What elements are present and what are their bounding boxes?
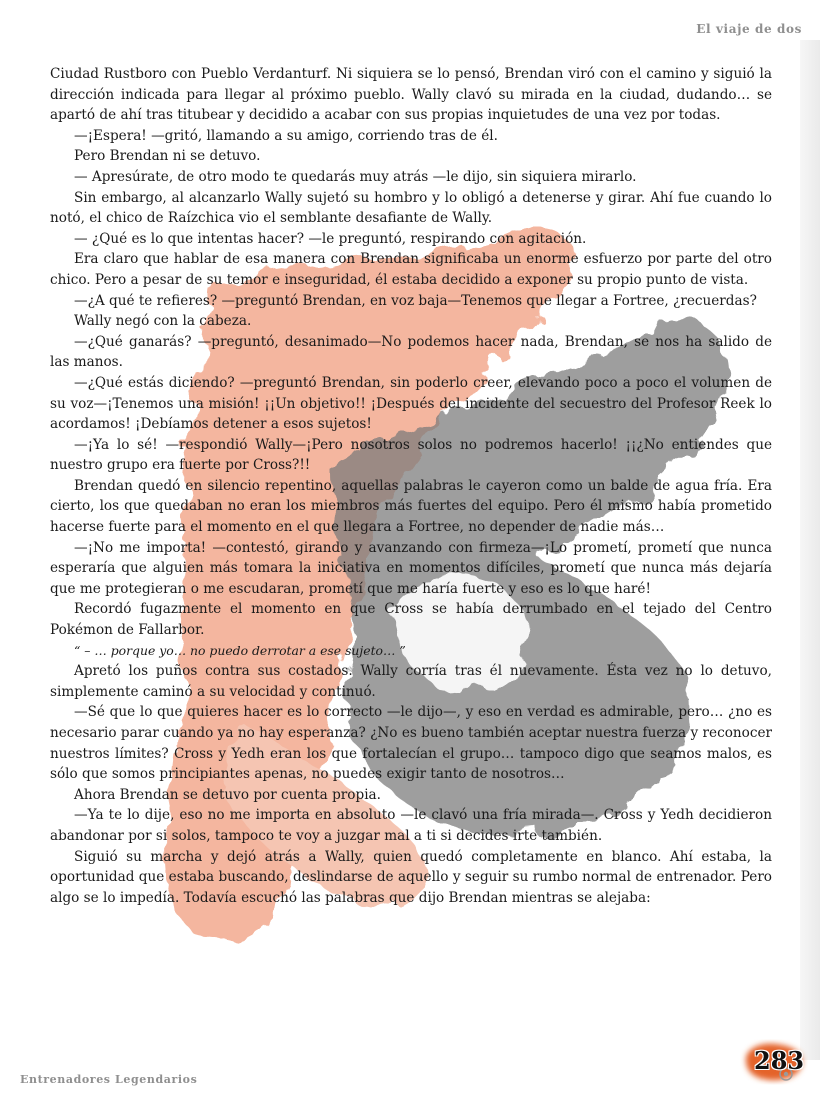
paragraph: Brendan quedó en silencio repentino, aquellas palabras le cayeron como un balde de agua fría. Era cierto, los que quedaban no eran los miembros más fuertes del equipo. Pero él mismo había prometido hacerse fuerte para el momento en el que llegara a Fortree, no depender de nadie más… (50, 477, 772, 536)
paragraph: Ciudad Rustboro con Pueblo Verdanturf. Ni siquiera se lo pensó, Brendan viró con el camino y siguió la dirección indicada para llegar al próximo pueblo. Wally clavó su mirada en la ciudad, dudando… se apartó de ahí tras titubear y decidido a acabar con sus propias inquietudes de una vez por todas. (50, 66, 772, 124)
story-text (50, 64, 772, 908)
paragraph: — ¿Qué es lo que intentas hacer? —le preguntó, respirando con agitación. (74, 230, 587, 247)
paragraph: —¡Ya lo sé! —respondió Wally—¡Pero nosotros solos no podremos hacerlo! ¡¡¿No entiendes que nuestro grupo era fuerte por Cross?!! (50, 436, 772, 474)
page-edge-strip (800, 40, 820, 1060)
paragraph: Apretó los puños contra sus costados. Wally corría tras él nuevamente. Ésta vez no lo detuvo, simplemente caminó a su velocidad y continuó. (50, 663, 772, 700)
flashback-quote: “ – … porque yo… no puedo derrotar a ese sujeto… ” (74, 642, 406, 658)
running-header-title: El viaje de dos (696, 22, 802, 36)
paragraph: —¿Qué estás diciendo? —preguntó Brendan, sin poderlo creer, elevando poco a poco el volumen de su voz—¡Tenemos una misión! ¡¡Un objetivo!! ¡Después del incidente del secuestro del Profesor Reek lo acordamos! ¡Debíamos detener a esos sujetos! (50, 374, 772, 433)
paragraph: —Sé que lo que quieres hacer es lo correcto —le dijo—, y eso en verdad es admirable, pero… ¿no es necesario parar cuando ya no hay esperanza? ¿No es bueno también aceptar nuestra fuerza y reconocer nuestros límites? Cross y Yedh eran los que fortalecían el grupo… tampoco digo que seamos malos, es sólo que somos principiantes apenas, no puedes exigir tanto de nosotros… (50, 704, 772, 783)
paragraph: —¡Espera! —gritó, llamando a su amigo, corriendo tras de él. (74, 127, 498, 144)
paragraph: —Ya te lo dije, eso no me importa en absoluto —le clavó una fría mirada—. Cross y Yedh decidieron abandonar por si solos, tampoco te voy a juzgar mal a ti si decides irte también. (50, 807, 772, 844)
paragraph: Ahora Brendan se detuvo por cuenta propia. (74, 786, 381, 803)
paragraph: Era claro que hablar de esa manera con Brendan significaba un enorme esfuerzo por parte del otro chico. Pero a pesar de su temor e inseguridad, él estaba decidido a exponer su propio punto de vista. (50, 251, 772, 288)
paragraph: Wally negó con la cabeza. (74, 313, 252, 330)
paragraph: Sin embargo, al alcanzarlo Wally sujetó su hombro y lo obligó a detenerse y girar. Ahí fue cuando lo notó, el chico de Raízchica vio el semblante desafiante de Wally. (50, 189, 772, 227)
paragraph: Recordó fugazmente el momento en que Cross se había derrumbado en el tejado del Centro Pokémon de Fallarbor. (50, 601, 772, 639)
paragraph: —¿Qué ganarás? —preguntó, desanimado—No podemos hacer nada, Brendan, se nos ha salido de las manos. (50, 333, 772, 371)
paragraph: — Apresúrate, de otro modo te quedarás muy atrás —le dijo, sin siquiera mirarlo. (74, 168, 637, 185)
paragraph: Pero Brendan ni se detuvo. (74, 148, 261, 165)
running-footer-title: Entrenadores Legendarios (20, 1073, 198, 1086)
paragraph: Siguió su marcha y dejó atrás a Wally, quien quedó completamente en blanco. Ahí estaba, la oportunidad que estaba buscando, deslindarse de aquello y seguir su rumbo normal de entrenador. Pero algo se lo impedía. Todavía escuchó las palabras que dijo Brendan mientras se alejaba: (50, 848, 772, 906)
paragraph: —¿A qué te refieres? —preguntó Brendan, en voz baja—Tenemos que llegar a Fortree, ¿recuerdas? (74, 292, 757, 309)
page-number: 283 (754, 1046, 805, 1075)
paragraph: —¡No me importa! —contestó, girando y avanzando con firmeza—¡Lo prometí, prometí que nunca esperaría que alguien más tomara la iniciativa en momentos difíciles, prometí que nunca más dejaría que me protegieran o me escudaran, prometí que me haría fuerte y eso es lo que haré! (50, 539, 772, 597)
